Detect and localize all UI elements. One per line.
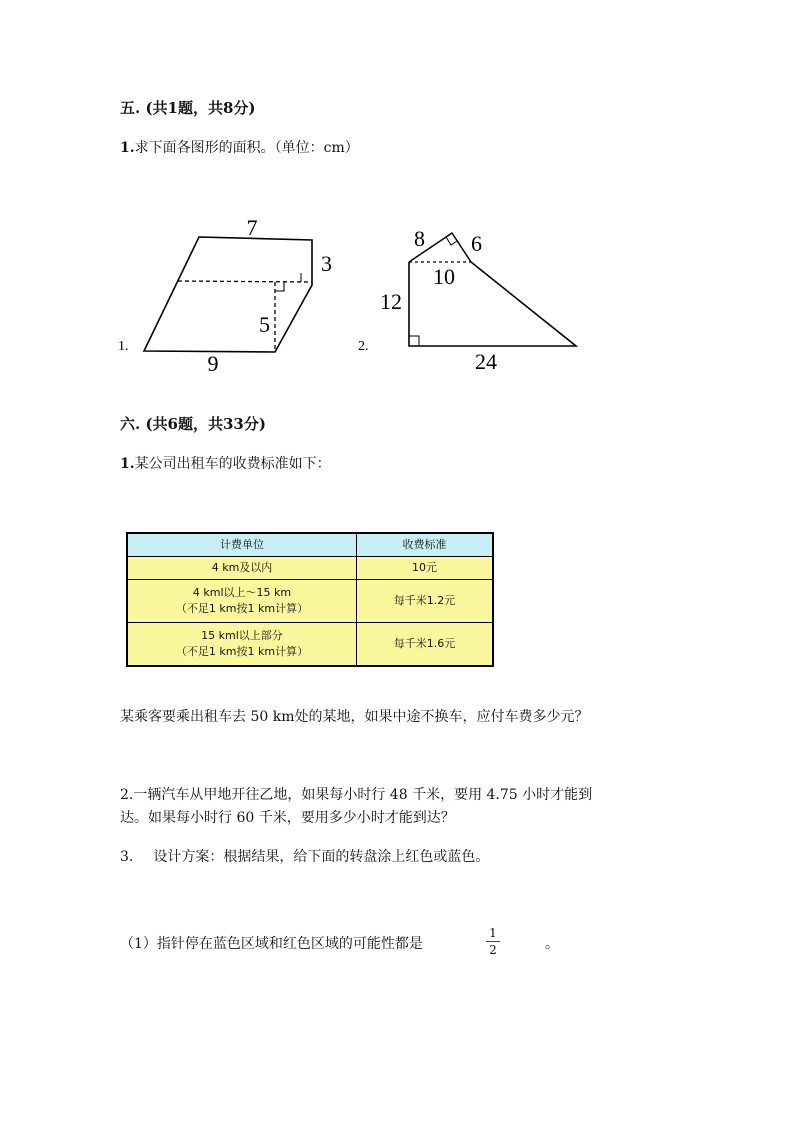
right-angle-mark [275, 282, 284, 291]
fraction-numerator: 1 [489, 926, 497, 940]
fee-cell: 每千米1.6元 [357, 623, 494, 667]
question-number: 1. [120, 140, 135, 156]
unit-text: 4 km及以内 [211, 561, 273, 574]
fee-table [126, 532, 494, 667]
unit-cell [127, 623, 357, 667]
figure-index: 1. [118, 339, 129, 354]
label-6: 6 [471, 231, 482, 256]
unit-cell [127, 580, 357, 623]
question-text: 设计方案：根据结果，给下面的转盘涂上红色或蓝色。 [153, 849, 490, 865]
label-10: 10 [433, 264, 455, 289]
section-5-title: 五. (共1题，共8分) [120, 99, 256, 117]
question-6-3 [120, 846, 489, 866]
table-row [127, 623, 493, 667]
question-6-1-ask: 某乘客要乘出租车去 50 km处的某地，如果中途不换车，应付车费多少元？ [120, 709, 589, 725]
table-row [127, 580, 493, 623]
question-line: 达。如果每小时行 60 千米，要用多少小时才能到达？ [120, 810, 455, 826]
question-5-1 [120, 137, 359, 157]
question-6-2 [120, 784, 592, 830]
header-unit: 计费单位 [127, 533, 357, 557]
question-number: 3. [120, 849, 134, 865]
dashed-base-line [178, 281, 312, 282]
parallelogram-outline [144, 237, 312, 352]
label-24: 24 [475, 349, 497, 374]
table-header-row [127, 533, 493, 557]
unit-cell [127, 557, 357, 580]
question-text: 求下面各图形的面积。（单位：cm） [134, 140, 359, 156]
unit-note: （不足1 km按1 km计算） [175, 602, 309, 615]
unit-text: 15 kml以上部分 [201, 629, 283, 642]
label-top: 7 [246, 215, 258, 240]
fraction-denominator: 2 [489, 943, 497, 957]
label-right: 3 [321, 251, 332, 276]
fee-cell: 每千米1.2元 [357, 580, 494, 623]
label-8: 8 [414, 226, 425, 251]
label-bottom: 9 [207, 351, 219, 376]
parallelogram-figure [110, 205, 350, 380]
label-height: 5 [259, 312, 270, 337]
question-6-3-1: （1）指针停在蓝色区域和红色区域的可能性都是 [120, 936, 423, 952]
fee-cell: 10元 [357, 557, 494, 580]
question-text: 某公司出租车的收费标准如下： [134, 456, 331, 472]
right-angle-mark-bottom [409, 336, 419, 346]
unit-text: 4 kml以上～15 km [192, 586, 292, 599]
label-12: 12 [380, 289, 402, 314]
question-6-1 [120, 453, 331, 473]
trapezoid-figure [350, 220, 590, 380]
table-row [127, 557, 493, 580]
question-number: 1. [120, 456, 135, 472]
question-line: 2.一辆汽车从甲地开往乙地，如果每小时行 48 千米，要用 4.75 小时才能到 [120, 787, 593, 803]
header-fee: 收费标准 [357, 533, 494, 557]
figure-index: 2. [358, 339, 369, 354]
section-6-title: 六. (共6题，共33分) [120, 415, 266, 433]
fraction-one-half [486, 926, 500, 957]
unit-note: （不足1 km按1 km计算） [175, 645, 309, 658]
sentence-end: 。 [545, 936, 559, 952]
